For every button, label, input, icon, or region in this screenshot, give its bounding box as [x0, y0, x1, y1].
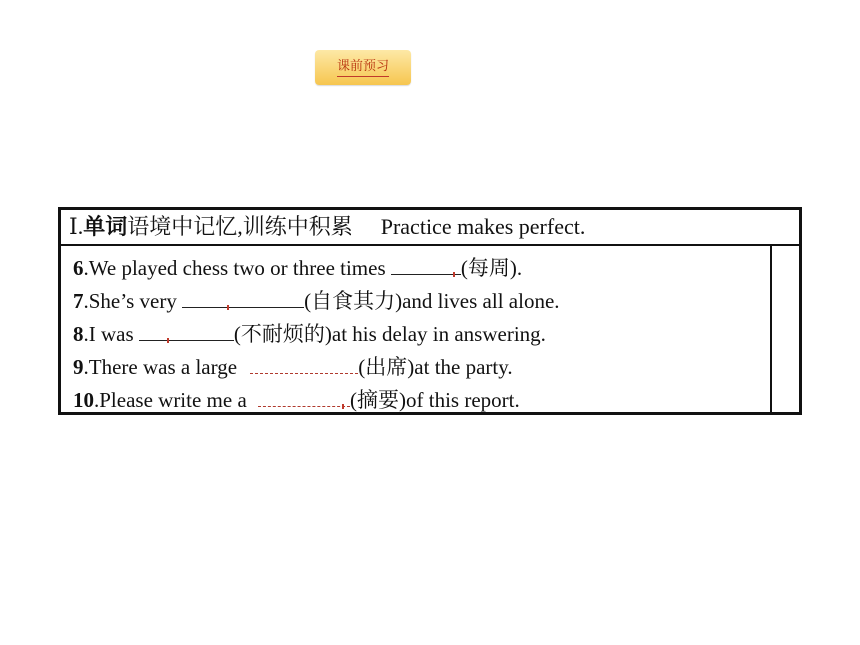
item-text-after: (每周).	[460, 256, 523, 280]
exercise-item-8	[73, 318, 763, 351]
exercise-item-10	[73, 384, 763, 417]
item-text-after: (出席)at the party.	[358, 355, 513, 379]
exercise-item-9	[73, 351, 763, 384]
item-number: 9	[73, 355, 84, 379]
item-text-before: .I was	[83, 322, 139, 346]
answer-blank[interactable]	[182, 285, 304, 308]
item-text-before: .Please write me a	[94, 388, 253, 412]
exercise-item-6	[73, 252, 763, 285]
item-number: 6	[73, 256, 84, 280]
item-text-before: .There was a large	[83, 355, 243, 379]
answer-blank[interactable]	[391, 252, 461, 275]
item-text-after: (摘要)of this report.	[350, 388, 520, 412]
section-motto: Practice makes perfect.	[380, 214, 586, 239]
item-number: 10	[73, 388, 94, 412]
section-tag	[315, 50, 411, 85]
exercise-box	[58, 207, 802, 415]
exercise-item-7	[73, 285, 763, 318]
answer-blank[interactable]	[258, 384, 350, 407]
item-text-after: (不耐烦的)at his delay in answering.	[233, 322, 546, 346]
exercise-list	[73, 252, 763, 417]
answer-blank[interactable]	[139, 318, 234, 341]
item-text-before: .We played chess two or three times	[83, 256, 391, 280]
item-number: 7	[73, 289, 84, 313]
tag-label: 课前预习	[337, 59, 389, 77]
item-text-after: (自食其力)and lives all alone.	[304, 289, 560, 313]
section-bold-title: 单词	[83, 214, 128, 239]
section-title: 语境中记忆,训练中积累	[127, 214, 353, 239]
item-number: 8	[73, 322, 84, 346]
answer-column-divider	[770, 246, 772, 412]
section-header	[61, 210, 799, 246]
item-text-before: .She’s very	[83, 289, 183, 313]
answer-blank[interactable]	[250, 351, 358, 374]
section-roman: Ⅰ.	[69, 214, 84, 239]
